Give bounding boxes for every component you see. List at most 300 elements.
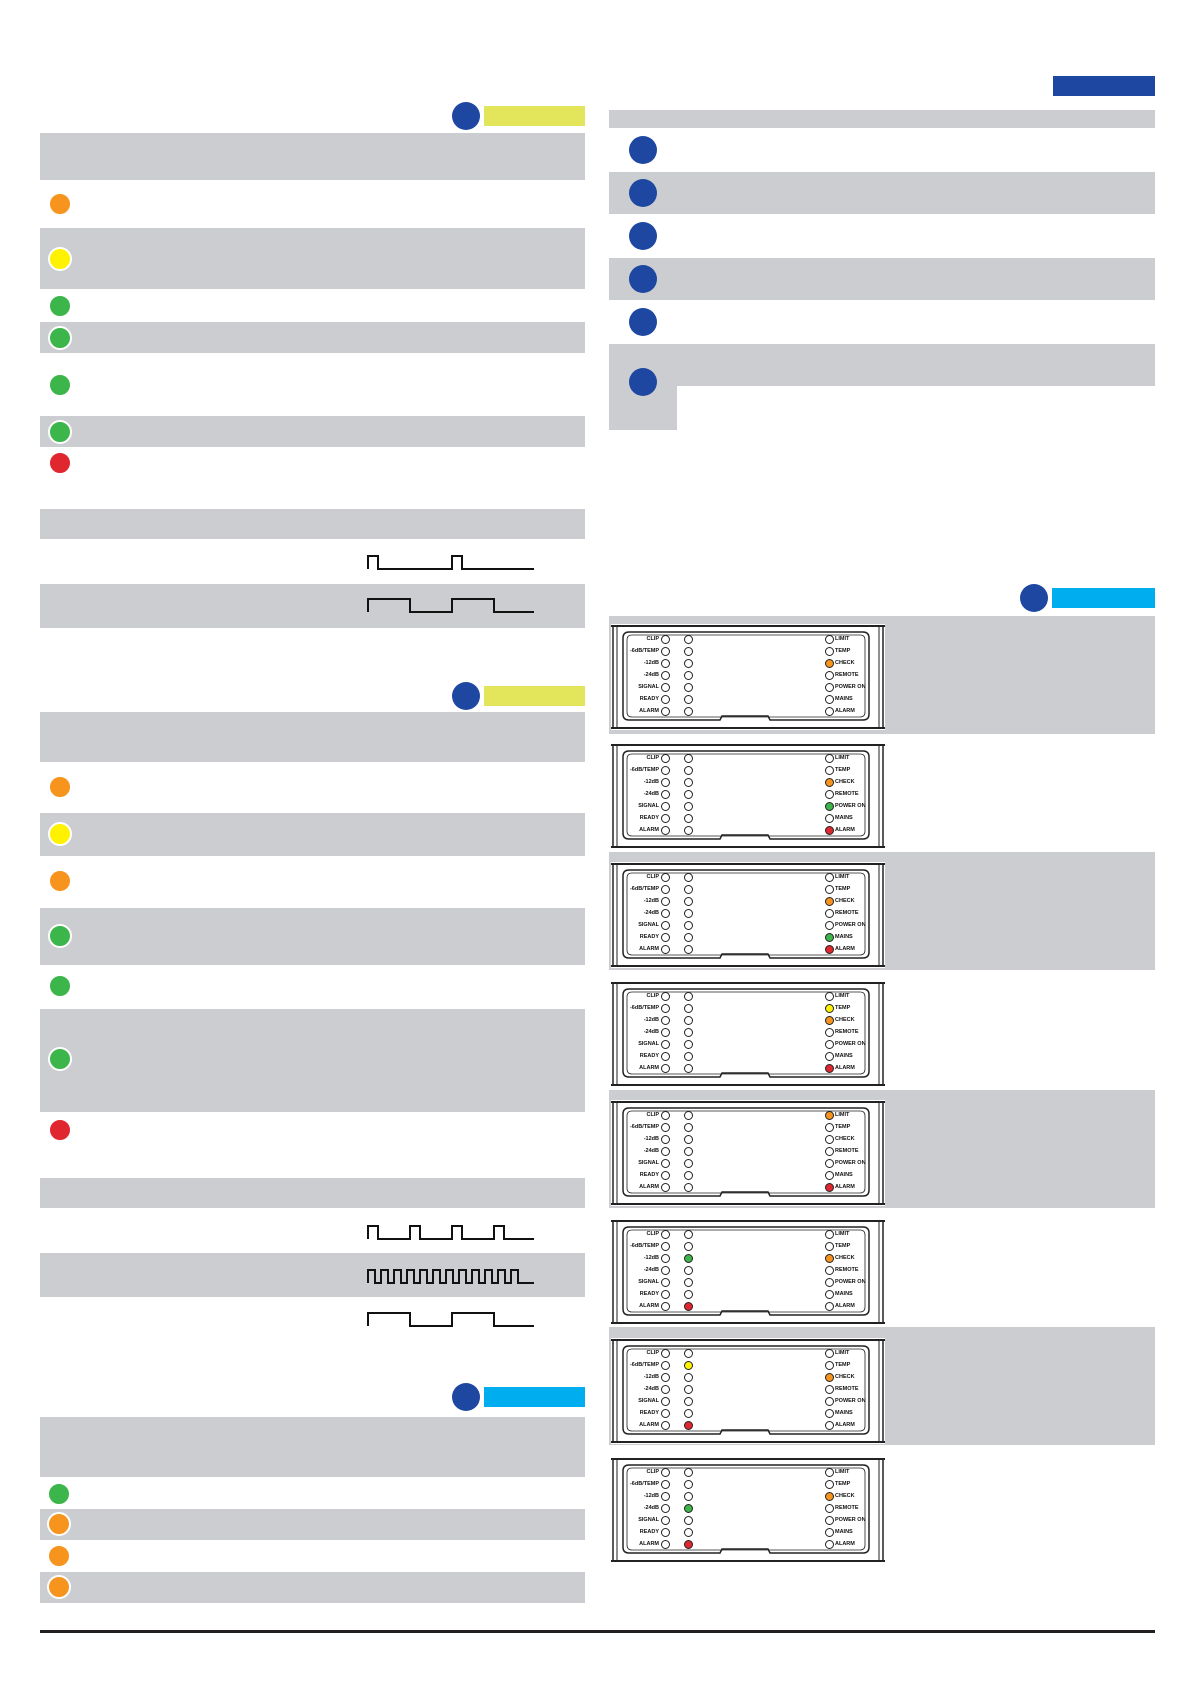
panel-label-right: MAINS bbox=[835, 1291, 853, 1297]
step-badge-6 bbox=[629, 368, 657, 396]
section-1-header-band bbox=[40, 133, 585, 180]
led-indicator bbox=[684, 814, 693, 823]
panel-label-right: TEMP bbox=[835, 648, 851, 654]
led-indicator bbox=[661, 1421, 670, 1430]
led-indicator bbox=[825, 1528, 834, 1537]
led-indicator bbox=[661, 1135, 670, 1144]
panel-label-right: CHECK bbox=[835, 1374, 855, 1380]
panel-label-left: -12dB bbox=[643, 1017, 659, 1023]
panel-label-left: ALARM bbox=[639, 946, 659, 952]
led-indicator bbox=[661, 1230, 670, 1239]
led-indicator bbox=[661, 945, 670, 954]
led-indicator bbox=[661, 909, 670, 918]
panel-label-right: LIMIT bbox=[835, 1350, 850, 1356]
led-indicator bbox=[661, 1111, 670, 1120]
panel-label-right: TEMP bbox=[835, 767, 851, 773]
status-dot-orange bbox=[47, 1544, 71, 1568]
led-indicator bbox=[661, 1171, 670, 1180]
panel-label-right: REMOTE bbox=[835, 672, 859, 678]
led-indicator bbox=[661, 1040, 670, 1049]
panel-label-right: LIMIT bbox=[835, 755, 850, 761]
led-indicator bbox=[825, 1064, 834, 1073]
panel-label-left: READY bbox=[639, 1291, 659, 1297]
panel-label-left: CLIP bbox=[646, 1112, 659, 1118]
led-indicator bbox=[825, 1278, 834, 1287]
row-band bbox=[40, 1509, 585, 1540]
status-dot-green bbox=[48, 294, 72, 318]
panel-label-right: TEMP bbox=[835, 1362, 851, 1368]
led-indicator bbox=[684, 1040, 693, 1049]
panel-label-left: CLIP bbox=[646, 636, 659, 642]
panel-label-right: CHECK bbox=[835, 1493, 855, 1499]
led-indicator bbox=[684, 921, 693, 930]
waveform-pulse-train bbox=[366, 1222, 536, 1240]
led-indicator bbox=[684, 945, 693, 954]
led-indicator bbox=[661, 647, 670, 656]
led-indicator bbox=[684, 1171, 693, 1180]
panel-label-left: READY bbox=[639, 934, 659, 940]
status-dot-green bbox=[48, 420, 72, 444]
led-indicator bbox=[684, 1421, 693, 1430]
led-indicator bbox=[661, 921, 670, 930]
led-indicator bbox=[684, 897, 693, 906]
page-tab-marker bbox=[1053, 76, 1155, 96]
panel-label-right: POWER ON bbox=[835, 1041, 866, 1047]
panel-label-left: -24dB bbox=[643, 1386, 659, 1392]
led-indicator bbox=[825, 933, 834, 942]
led-indicator bbox=[825, 1409, 834, 1418]
led-indicator bbox=[684, 1111, 693, 1120]
led-indicator bbox=[684, 1147, 693, 1156]
waveform-long-pulse bbox=[366, 595, 536, 613]
status-dot-orange bbox=[48, 869, 72, 893]
section-3-tag bbox=[484, 1387, 585, 1407]
status-dot-green bbox=[48, 1047, 72, 1071]
panel-label-right: ALARM bbox=[835, 1541, 855, 1547]
panel-label-right: POWER ON bbox=[835, 684, 866, 690]
panel-label-left: -24dB bbox=[643, 791, 659, 797]
led-indicator bbox=[825, 873, 834, 882]
panel-label-right: POWER ON bbox=[835, 1398, 866, 1404]
row-band bbox=[609, 172, 1155, 214]
led-indicator bbox=[684, 1254, 693, 1263]
led-indicator bbox=[661, 1183, 670, 1192]
panel-label-right: TEMP bbox=[835, 886, 851, 892]
panel-label-right: LIMIT bbox=[835, 993, 850, 999]
led-indicator bbox=[825, 1016, 834, 1025]
panel-label-left: ALARM bbox=[639, 1303, 659, 1309]
status-dot-green bbox=[48, 974, 72, 998]
panel-label-left: ALARM bbox=[639, 1541, 659, 1547]
led-indicator bbox=[684, 1409, 693, 1418]
section-1-badge bbox=[452, 102, 480, 130]
panel-label-right: LIMIT bbox=[835, 636, 850, 642]
led-indicator bbox=[661, 778, 670, 787]
led-indicator bbox=[684, 766, 693, 775]
led-indicator bbox=[825, 1504, 834, 1513]
panel-label-left: ALARM bbox=[639, 827, 659, 833]
panel-label-left: SIGNAL bbox=[638, 1398, 659, 1404]
panel-label-left: SIGNAL bbox=[638, 1160, 659, 1166]
led-indicator bbox=[825, 909, 834, 918]
led-indicator bbox=[825, 1349, 834, 1358]
led-indicator bbox=[684, 1052, 693, 1061]
led-indicator bbox=[661, 826, 670, 835]
led-indicator bbox=[825, 1421, 834, 1430]
panel-5 bbox=[611, 1100, 885, 1206]
led-indicator bbox=[684, 1242, 693, 1251]
led-indicator bbox=[661, 1064, 670, 1073]
panel-label-right: LIMIT bbox=[835, 1469, 850, 1475]
panel-label-left: -24dB bbox=[643, 1029, 659, 1035]
panel-label-left: -12dB bbox=[643, 779, 659, 785]
status-dot-orange bbox=[48, 775, 72, 799]
led-indicator bbox=[825, 826, 834, 835]
led-indicator bbox=[684, 635, 693, 644]
panel-label-right: MAINS bbox=[835, 1529, 853, 1535]
led-indicator bbox=[661, 1278, 670, 1287]
led-indicator bbox=[661, 683, 670, 692]
panel-label-right: REMOTE bbox=[835, 1267, 859, 1273]
panel-label-left: -24dB bbox=[643, 1505, 659, 1511]
led-indicator bbox=[661, 814, 670, 823]
panel-label-right: MAINS bbox=[835, 1053, 853, 1059]
panel-label-left: READY bbox=[639, 696, 659, 702]
led-indicator bbox=[825, 790, 834, 799]
panel-label-left: -6dB/TEMP bbox=[629, 1481, 659, 1487]
led-indicator bbox=[684, 671, 693, 680]
panel-label-right: TEMP bbox=[835, 1481, 851, 1487]
panel-label-right: CHECK bbox=[835, 1136, 855, 1142]
led-indicator bbox=[825, 1171, 834, 1180]
panel-label-left: SIGNAL bbox=[638, 922, 659, 928]
status-dot-orange bbox=[47, 1575, 71, 1599]
led-indicator bbox=[661, 1242, 670, 1251]
panel-label-left: -24dB bbox=[643, 1148, 659, 1154]
panel-label-left: SIGNAL bbox=[638, 803, 659, 809]
led-indicator bbox=[661, 1409, 670, 1418]
led-indicator bbox=[684, 683, 693, 692]
led-indicator bbox=[684, 885, 693, 894]
panel-label-left: CLIP bbox=[646, 1350, 659, 1356]
section-3-header-band bbox=[40, 1417, 585, 1477]
panel-label-left: SIGNAL bbox=[638, 684, 659, 690]
panel-label-left: -6dB/TEMP bbox=[629, 1362, 659, 1368]
row-band bbox=[40, 416, 585, 447]
led-indicator bbox=[825, 897, 834, 906]
led-indicator bbox=[825, 766, 834, 775]
row-band bbox=[40, 228, 585, 289]
row-band bbox=[40, 908, 585, 965]
led-indicator bbox=[684, 707, 693, 716]
led-indicator bbox=[684, 1159, 693, 1168]
led-indicator bbox=[661, 992, 670, 1001]
led-indicator bbox=[661, 1468, 670, 1477]
led-indicator bbox=[684, 1349, 693, 1358]
led-indicator bbox=[825, 1242, 834, 1251]
panel-label-right: ALARM bbox=[835, 827, 855, 833]
led-indicator bbox=[661, 1492, 670, 1501]
panel-label-right: POWER ON bbox=[835, 1160, 866, 1166]
panel-3 bbox=[611, 862, 885, 968]
section-2-header-band bbox=[40, 712, 585, 762]
led-indicator bbox=[684, 1516, 693, 1525]
led-indicator bbox=[661, 897, 670, 906]
panel-label-left: CLIP bbox=[646, 993, 659, 999]
panel-label-left: -6dB/TEMP bbox=[629, 1124, 659, 1130]
step-badge-1 bbox=[629, 136, 657, 164]
panel-label-left: CLIP bbox=[646, 874, 659, 880]
led-indicator bbox=[661, 790, 670, 799]
panel-label-right: MAINS bbox=[835, 1410, 853, 1416]
waveform-header-band bbox=[40, 1178, 585, 1208]
section-2-badge bbox=[452, 682, 480, 710]
led-indicator bbox=[661, 1540, 670, 1549]
section-2-tag bbox=[484, 686, 585, 706]
led-indicator bbox=[825, 778, 834, 787]
led-indicator bbox=[825, 1397, 834, 1406]
led-indicator bbox=[661, 1266, 670, 1275]
led-indicator bbox=[684, 695, 693, 704]
panel-label-left: CLIP bbox=[646, 1469, 659, 1475]
status-dot-green bbox=[48, 326, 72, 350]
status-dot-green bbox=[47, 1482, 71, 1506]
led-indicator bbox=[684, 1135, 693, 1144]
panel-label-right: LIMIT bbox=[835, 874, 850, 880]
panel-label-right: CHECK bbox=[835, 1255, 855, 1261]
led-indicator bbox=[684, 1016, 693, 1025]
led-indicator bbox=[661, 1016, 670, 1025]
waveform-long-pulse-2 bbox=[366, 1309, 536, 1327]
led-indicator bbox=[684, 1266, 693, 1275]
led-indicator bbox=[684, 1480, 693, 1489]
led-indicator bbox=[825, 1361, 834, 1370]
led-indicator bbox=[661, 1028, 670, 1037]
panel-2 bbox=[611, 743, 885, 849]
led-indicator bbox=[684, 1123, 693, 1132]
led-indicator bbox=[825, 1480, 834, 1489]
led-indicator bbox=[684, 1373, 693, 1382]
led-indicator bbox=[825, 1254, 834, 1263]
led-indicator bbox=[684, 647, 693, 656]
panel-label-left: -6dB/TEMP bbox=[629, 1243, 659, 1249]
led-indicator bbox=[684, 1028, 693, 1037]
row-band bbox=[40, 813, 585, 856]
led-indicator bbox=[825, 1004, 834, 1013]
led-indicator bbox=[661, 1385, 670, 1394]
led-indicator bbox=[825, 1159, 834, 1168]
panel-label-right: ALARM bbox=[835, 1303, 855, 1309]
status-dot-yellow bbox=[48, 247, 72, 271]
led-indicator bbox=[684, 754, 693, 763]
led-indicator bbox=[684, 1064, 693, 1073]
panel-label-right: CHECK bbox=[835, 898, 855, 904]
led-indicator bbox=[684, 1361, 693, 1370]
panel-label-left: -24dB bbox=[643, 672, 659, 678]
panel-label-right: ALARM bbox=[835, 708, 855, 714]
led-indicator bbox=[825, 1468, 834, 1477]
panel-label-right: REMOTE bbox=[835, 1148, 859, 1154]
panel-label-right: POWER ON bbox=[835, 922, 866, 928]
led-indicator bbox=[684, 1004, 693, 1013]
led-indicator bbox=[825, 707, 834, 716]
led-indicator bbox=[661, 1159, 670, 1168]
led-indicator bbox=[684, 909, 693, 918]
panel-8 bbox=[611, 1457, 885, 1563]
led-indicator bbox=[825, 1230, 834, 1239]
led-indicator bbox=[825, 921, 834, 930]
led-indicator bbox=[684, 992, 693, 1001]
led-indicator bbox=[825, 1302, 834, 1311]
step-badge-3 bbox=[629, 222, 657, 250]
led-indicator bbox=[825, 1385, 834, 1394]
panel-label-left: -12dB bbox=[643, 898, 659, 904]
section-1-tag bbox=[484, 106, 585, 126]
panel-label-right: CHECK bbox=[835, 1017, 855, 1023]
led-indicator bbox=[661, 1147, 670, 1156]
led-indicator bbox=[684, 1492, 693, 1501]
led-indicator bbox=[825, 992, 834, 1001]
right-header-band bbox=[609, 110, 1155, 128]
panel-label-left: -12dB bbox=[643, 660, 659, 666]
panel-label-left: CLIP bbox=[646, 755, 659, 761]
panel-label-right: CHECK bbox=[835, 779, 855, 785]
led-indicator bbox=[825, 1290, 834, 1299]
panel-label-left: SIGNAL bbox=[638, 1279, 659, 1285]
led-indicator bbox=[684, 790, 693, 799]
waveform-header-band bbox=[40, 509, 585, 539]
panel-label-left: CLIP bbox=[646, 1231, 659, 1237]
status-dot-orange bbox=[47, 1512, 71, 1536]
row-band bbox=[40, 1009, 585, 1112]
panel-label-left: SIGNAL bbox=[638, 1517, 659, 1523]
led-indicator bbox=[661, 766, 670, 775]
panel-label-right: TEMP bbox=[835, 1243, 851, 1249]
led-indicator bbox=[684, 802, 693, 811]
status-dot-red bbox=[48, 1118, 72, 1142]
led-indicator bbox=[825, 945, 834, 954]
led-indicator bbox=[684, 1302, 693, 1311]
status-dot-green bbox=[48, 373, 72, 397]
panel-label-right: ALARM bbox=[835, 1065, 855, 1071]
led-indicator bbox=[661, 1052, 670, 1061]
led-indicator bbox=[684, 1468, 693, 1477]
panel-label-left: -12dB bbox=[643, 1374, 659, 1380]
led-indicator bbox=[661, 1504, 670, 1513]
led-indicator bbox=[825, 647, 834, 656]
row-band bbox=[40, 1572, 585, 1603]
led-indicator bbox=[825, 1373, 834, 1382]
led-indicator bbox=[684, 1540, 693, 1549]
led-indicator bbox=[684, 826, 693, 835]
panel-4 bbox=[611, 981, 885, 1087]
panel-label-right: REMOTE bbox=[835, 910, 859, 916]
led-indicator bbox=[684, 1290, 693, 1299]
led-indicator bbox=[825, 802, 834, 811]
section-4-tag bbox=[1052, 588, 1155, 608]
status-dot-green bbox=[48, 924, 72, 948]
panel-label-right: REMOTE bbox=[835, 1386, 859, 1392]
panel-label-left: -6dB/TEMP bbox=[629, 1005, 659, 1011]
panel-label-left: -6dB/TEMP bbox=[629, 767, 659, 773]
panel-label-left: ALARM bbox=[639, 1184, 659, 1190]
led-indicator bbox=[825, 635, 834, 644]
section-4-badge bbox=[1020, 584, 1048, 612]
panel-label-left: -12dB bbox=[643, 1136, 659, 1142]
led-indicator bbox=[661, 659, 670, 668]
panel-label-right: ALARM bbox=[835, 946, 855, 952]
panel-label-right: POWER ON bbox=[835, 1517, 866, 1523]
panel-label-right: MAINS bbox=[835, 934, 853, 940]
led-indicator bbox=[661, 1349, 670, 1358]
led-indicator bbox=[825, 659, 834, 668]
panel-label-right: ALARM bbox=[835, 1184, 855, 1190]
row-band bbox=[609, 344, 1155, 386]
led-indicator bbox=[661, 695, 670, 704]
row-band bbox=[40, 322, 585, 353]
panel-label-right: REMOTE bbox=[835, 1505, 859, 1511]
panel-label-right: POWER ON bbox=[835, 1279, 866, 1285]
panel-label-left: READY bbox=[639, 1410, 659, 1416]
led-indicator bbox=[661, 933, 670, 942]
led-indicator bbox=[661, 802, 670, 811]
led-indicator bbox=[825, 1147, 834, 1156]
led-indicator bbox=[825, 683, 834, 692]
led-indicator bbox=[661, 1123, 670, 1132]
led-indicator bbox=[825, 1052, 834, 1061]
led-indicator bbox=[684, 1504, 693, 1513]
led-indicator bbox=[825, 671, 834, 680]
panel-label-left: -12dB bbox=[643, 1255, 659, 1261]
panel-7 bbox=[611, 1338, 885, 1444]
panel-label-left: READY bbox=[639, 815, 659, 821]
panel-label-left: -24dB bbox=[643, 1267, 659, 1273]
panel-label-right: MAINS bbox=[835, 815, 853, 821]
panel-label-left: -24dB bbox=[643, 910, 659, 916]
led-indicator bbox=[661, 1373, 670, 1382]
waveform-short-pulse bbox=[366, 552, 536, 570]
panel-label-left: SIGNAL bbox=[638, 1041, 659, 1047]
led-indicator bbox=[825, 885, 834, 894]
led-indicator bbox=[661, 1480, 670, 1489]
led-indicator bbox=[661, 707, 670, 716]
panel-label-right: CHECK bbox=[835, 660, 855, 666]
led-indicator bbox=[684, 659, 693, 668]
panel-label-left: -6dB/TEMP bbox=[629, 886, 659, 892]
led-indicator bbox=[684, 1183, 693, 1192]
panel-label-right: ALARM bbox=[835, 1422, 855, 1428]
led-indicator bbox=[825, 1492, 834, 1501]
panel-label-right: REMOTE bbox=[835, 1029, 859, 1035]
step-badge-4 bbox=[629, 265, 657, 293]
led-indicator bbox=[825, 1028, 834, 1037]
panel-label-left: READY bbox=[639, 1053, 659, 1059]
led-indicator bbox=[825, 754, 834, 763]
led-indicator bbox=[825, 1183, 834, 1192]
led-indicator bbox=[825, 1135, 834, 1144]
row-band bbox=[609, 258, 1155, 300]
led-indicator bbox=[661, 1397, 670, 1406]
led-indicator bbox=[684, 1230, 693, 1239]
led-indicator bbox=[825, 1516, 834, 1525]
led-indicator bbox=[825, 1123, 834, 1132]
led-indicator bbox=[661, 1004, 670, 1013]
panel-label-left: READY bbox=[639, 1172, 659, 1178]
led-indicator bbox=[825, 1540, 834, 1549]
panel-label-left: READY bbox=[639, 1529, 659, 1535]
led-indicator bbox=[661, 671, 670, 680]
led-indicator bbox=[825, 1111, 834, 1120]
